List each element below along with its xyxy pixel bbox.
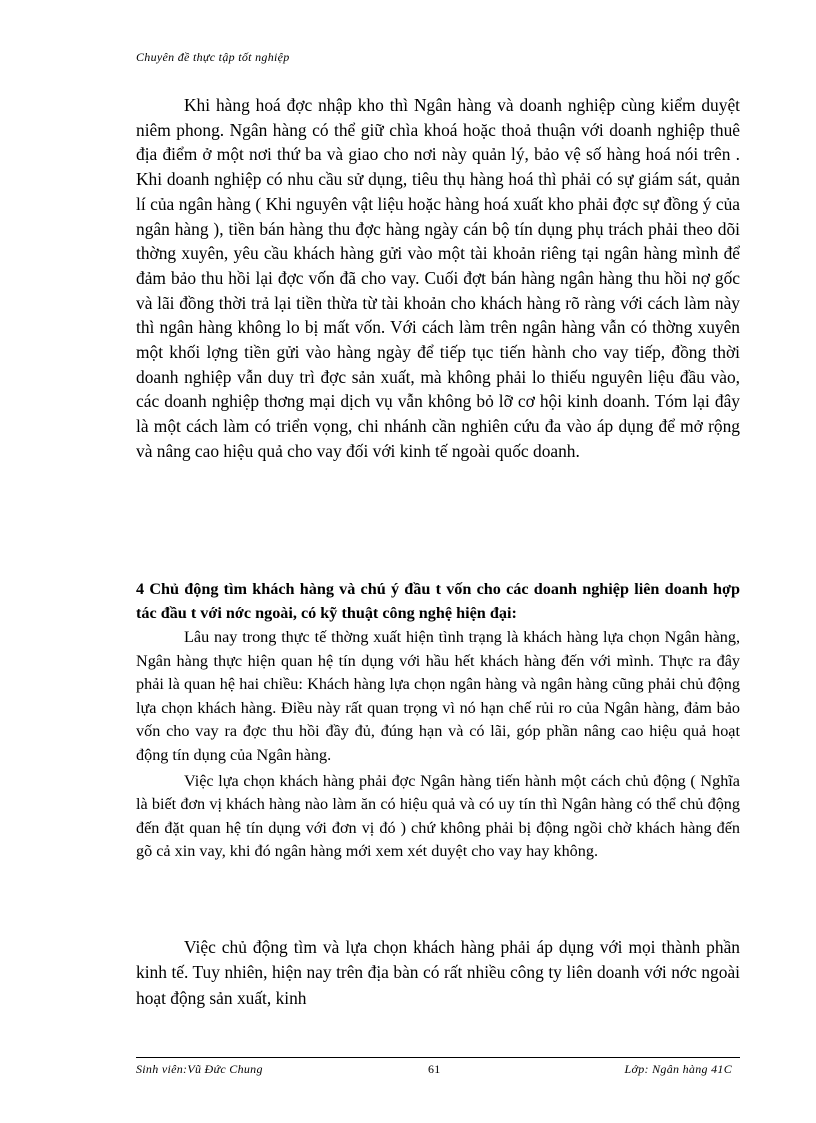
paragraph: Lâu nay trong thực tế thờng xuất hiện tình trạng là khách hàng lựa chọn Ngân hàng, Ngân hàng thực hiện quan hệ tín dụng với hầu hết khách hàng đến với mình. Thực ra đây phải là quan hệ hai chiều: Khách hàng lựa chọn ngân hàng và ngân hàng cũng phải chủ động lựa chọn khách hàng. Điều này rất quan trọng vì nó hạn chế rủi ro của Ngân hàng, đảm bảo vốn cho vay ra đợc thu hồi đầy đủ, đúng hạn và có lãi, góp phần nâng cao hiệu quả hoạt động tín dụng của Ngân hàng. <box>136 628 740 764</box>
section-heading: 4 Chủ động tìm khách hàng và chú ý đầu t vốn cho các doanh nghiệp liên doanh hợp tác đầu t với nớc ngoài, có kỹ thuật công nghệ hiện đại: <box>136 580 740 622</box>
footer-student: Sinh viên:Vũ Đức Chung <box>136 1062 263 1076</box>
paragraph: Việc lựa chọn khách hàng phải đợc Ngân hàng tiến hành một cách chủ động ( Nghĩa là biết đơn vị khách hàng nào làm ăn có hiệu quả và có uy tín thì Ngân hàng có thể chủ động đến đặt quan hệ tín dụng với đơn vị đó ) chứ không phải bị động ngồi chờ khách hàng đến gõ cả xin vay, khi đó ngân hàng mới xem xét duyệt cho vay hay không. <box>136 771 740 861</box>
footer-divider <box>136 1057 740 1058</box>
page-header: Chuyên đề thực tập tốt nghiệp <box>136 50 290 64</box>
footer-class: Lớp: Ngân hàng 41C <box>624 1062 732 1076</box>
body-section-1 <box>136 93 740 466</box>
body-section-2 <box>136 626 740 866</box>
paragraph: Việc chủ động tìm và lựa chọn khách hàng phải áp dụng với mọi thành phần kinh tế. Tuy nhiên, hiện nay trên địa bàn có rất nhiều công ty liên doanh với nớc ngoài hoạt động sản xuất, kinh <box>136 937 740 1008</box>
paragraph: Khi hàng hoá đợc nhập kho thì Ngân hàng và doanh nghiệp cùng kiểm duyệt niêm phong. Ngân hàng có thể giữ chìa khoá hoặc thoả thuận với doanh nghiệp thuê địa điểm ở một nơi thứ ba và giao cho nơi này quản lý, bảo vệ số hàng hoá nói trên . Khi doanh nghiệp có nhu cầu sử dụng, tiêu thụ hàng hoá thì phải có sự giám sát, quản lí của ngân hàng ( Khi nguyên vật liệu hoặc hàng hoá xuất kho phải đợc sự đồng ý của ngân hàng ), tiền bán hàng thu đợc hàng ngày cán bộ tín dụng phụ trách phải theo dõi thờng xuyên, yêu cầu khách hàng gửi vào một tài khoản riêng tại ngân hàng mình để đảm bảo thu hồi lại đợc vốn đã cho vay. Cuối đợt bán hàng ngân hàng thu hồi nợ gốc và lãi đồng thời trả lại tiền thừa từ tài khoản cho khách hàng rõ ràng với cách làm này thì ngân hàng không lo bị mất vốn. Với cách làm trên ngân hàng vẫn có thờng xuyên một khối lợng tiền gửi vào hàng ngày để tiếp tục tiến hành cho vay tiếp, đồng thời doanh nghiệp vẫn duy trì đợc sản xuất, mà không phải lo thiếu nguyên liệu đầu vào, các doanh nghiệp thơng mại dịch vụ vẫn không bỏ lỡ cơ hội kinh doanh. Tóm lại đây là một cách làm có triển vọng, chi nhánh cần nghiên cứu đa vào áp dụng để mở rộng và nâng cao hiệu quả cho vay đối với kinh tế ngoài quốc doanh. <box>136 95 740 461</box>
footer-page-number: 61 <box>428 1062 441 1076</box>
body-section-3 <box>136 935 740 1011</box>
